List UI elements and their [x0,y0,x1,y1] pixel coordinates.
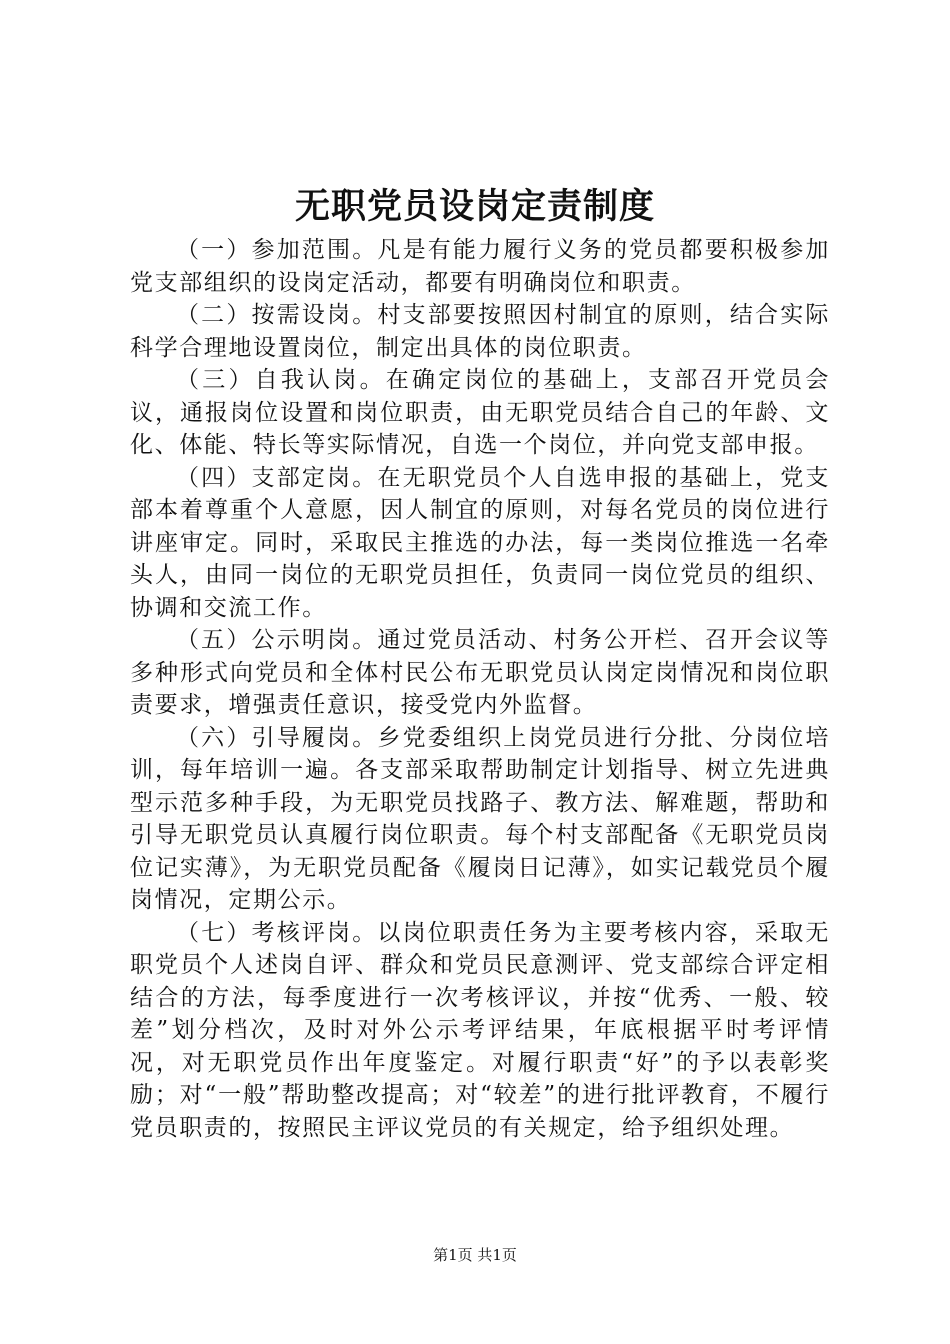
document-title: 无职党员设岗定责制度 [294,186,655,227]
paragraph-7: （七）考核评岗。以岗位职责任务为主要考核内容，采取无职党员个人述岗自评、群众和党员民意测评、党支部综合评定相结合的方法，每季度进行一次考核评议，并按“优秀、一般、较差”划分档次，及时对外公示考评结果，年底根据平时考评情况，对无职党员作出年度鉴定。对履行职责“好”的予以表彰奖励；对“一般”帮助整改提高；对“较差”的进行批评教育，不履行党员职责的，按照民主评议党员的有关规定，给予组织处理。 [130,919,830,1141]
paragraph-3: （三）自我认岗。在确定岗位的基础上，支部召开党员会议，通报岗位设置和岗位职责，由无职党员结合自己的年龄、文化、体能、特长等实际情况，自选一个岗位，并向党支部申报。 [130,367,830,458]
page-number-footer: 第1页 共1页 [433,1246,517,1264]
paragraph-4: （四）支部定岗。在无职党员个人自选申报的基础上，党支部本着尊重个人意愿，因人制宜的原则，对每名党员的岗位进行讲座审定。同时，采取民主推选的办法，每一类岗位推选一名牵头人，由同一岗位的无职党员担任，负责同一岗位党员的组织、协调和交流工作。 [130,464,830,621]
paragraph-5: （五）公示明岗。通过党员活动、村务公开栏、召开会议等多种形式向党员和全体村民公布无职党员认岗定岗情况和岗位职责要求，增强责任意识，接受党内外监督。 [130,627,830,718]
paragraph-6: （六）引导履岗。乡党委组织上岗党员进行分批、分岗位培训，每年培训一遍。各支部采取帮助制定计划指导、树立先进典型示范多种手段，为无职党员找路子、教方法、解难题，帮助和引导无职党员认真履行岗位职责。每个村支部配备《无职党员岗位记实薄》，为无职党员配备《履岗日记薄》，如实记载党员个履岗情况，定期公示。 [130,724,830,913]
paragraph-2: （二）按需设岗。村支部要按照因村制宜的原则，结合实际科学合理地设置岗位，制定出具体的岗位职责。 [130,302,830,361]
document-body [130,234,830,1144]
paragraph-1: （一）参加范围。凡是有能力履行义务的党员都要积极参加党支部组织的设岗定活动，都要有明确岗位和职责。 [130,237,830,296]
